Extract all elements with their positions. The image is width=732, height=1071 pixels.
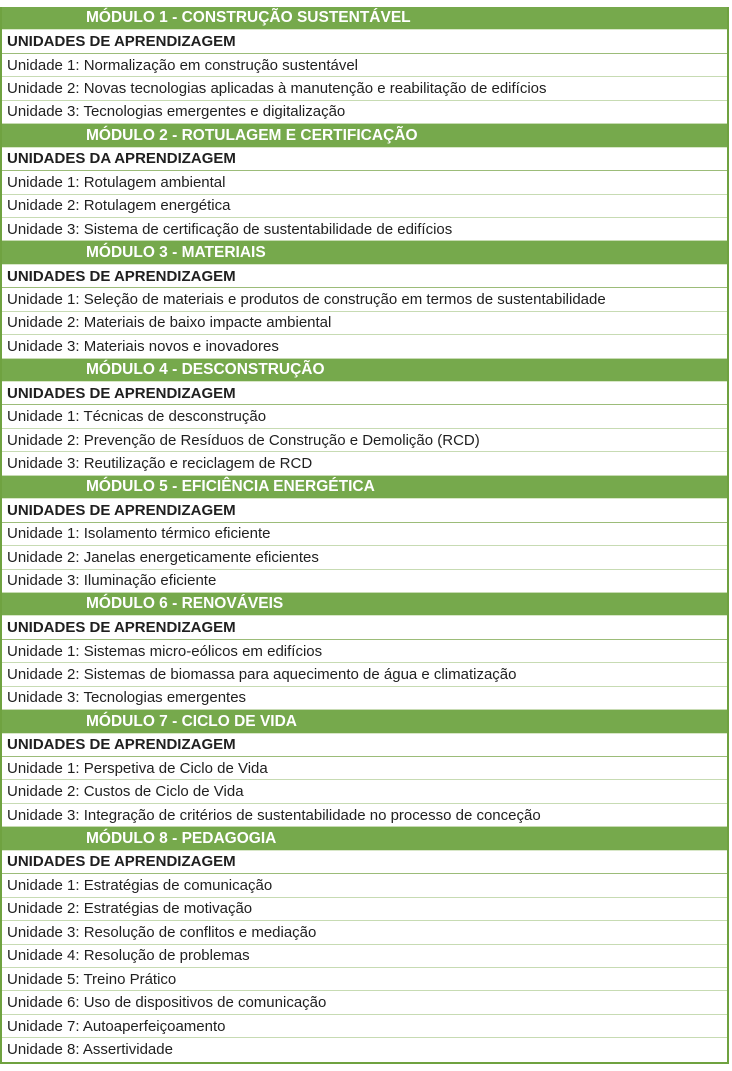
module-subheader: UNIDADES DE APRENDIZAGEM: [7, 853, 236, 871]
unit-label: Unidade 2: Custos de Ciclo de Vida: [7, 783, 244, 801]
unit-row: [2, 288, 727, 311]
unit-label: Unidade 3: Materiais novos e inovadores: [7, 337, 279, 355]
unit-row: [2, 780, 727, 803]
unit-label: Unidade 3: Tecnologias emergentes: [7, 689, 247, 707]
unit-row: [2, 945, 727, 968]
unit-row: [2, 757, 727, 780]
unit-label: Unidade 3: Sistema de certificação de sustentabilidade de edifícios: [7, 220, 453, 238]
module-section: [2, 359, 727, 476]
module-section: [2, 593, 727, 710]
unit-label: Unidade 3: Iluminação eficiente: [7, 572, 217, 590]
module-title-row: [2, 710, 727, 733]
unit-row: [2, 898, 727, 921]
unit-label: Unidade 1: Sistemas micro-eólicos em edifícios: [7, 642, 323, 660]
unit-label: Unidade 4: Resolução de problemas: [7, 947, 250, 965]
unit-label: Unidade 2: Rotulagem energética: [7, 197, 231, 215]
module-title-row: [2, 7, 727, 30]
module-title: MÓDULO 5 - EFICIÊNCIA ENERGÉTICA: [86, 478, 375, 496]
module-subheader-row: [2, 265, 727, 288]
unit-row: [2, 335, 727, 358]
module-subheader: UNIDADES DE APRENDIZAGEM: [7, 736, 236, 754]
module-section: [2, 476, 727, 593]
unit-label: Unidade 5: Treino Prático: [7, 970, 177, 988]
module-title: MÓDULO 4 - DESCONSTRUÇÃO: [86, 361, 325, 379]
module-title-row: [2, 827, 727, 850]
module-title: MÓDULO 1 - CONSTRUÇÃO SUSTENTÁVEL: [86, 9, 411, 27]
unit-label: Unidade 1: Seleção de materiais e produtos de construção em termos de sustentabilidade: [7, 290, 606, 308]
module-title-row: [2, 241, 727, 264]
unit-label: Unidade 3: Resolução de conflitos e mediação: [7, 923, 317, 941]
module-title: MÓDULO 8 - PEDAGOGIA: [86, 829, 277, 847]
unit-label: Unidade 2: Janelas energeticamente eficientes: [7, 548, 319, 566]
module-subheader-row: [2, 148, 727, 171]
unit-label: Unidade 6: Uso de dispositivos de comunicação: [7, 994, 327, 1012]
module-subheader: UNIDADES DE APRENDIZAGEM: [7, 267, 236, 285]
unit-row: [2, 663, 727, 686]
module-section: [2, 241, 727, 358]
unit-label: Unidade 3: Integração de critérios de sustentabilidade no processo de conceção: [7, 806, 541, 824]
unit-label: Unidade 2: Prevenção de Resíduos de Construção e Demolição (RCD): [7, 431, 480, 449]
module-title-row: [2, 476, 727, 499]
unit-row: [2, 452, 727, 475]
unit-row: [2, 804, 727, 827]
unit-row: [2, 640, 727, 663]
module-section: [2, 124, 727, 241]
module-title: MÓDULO 7 - CICLO DE VIDA: [86, 712, 297, 730]
module-title: MÓDULO 6 - RENOVÁVEIS: [86, 595, 284, 613]
unit-row: [2, 1015, 727, 1038]
unit-row: [2, 991, 727, 1014]
unit-label: Unidade 8: Assertividade: [7, 1041, 173, 1059]
module-title: MÓDULO 3 - MATERIAIS: [86, 243, 266, 261]
module-subheader: UNIDADES DE APRENDIZAGEM: [7, 384, 236, 402]
module-title: MÓDULO 2 - ROTULAGEM E CERTIFICAÇÃO: [86, 126, 418, 144]
unit-label: Unidade 1: Perspetiva de Ciclo de Vida: [7, 759, 268, 777]
unit-row: [2, 1038, 727, 1061]
unit-row: [2, 570, 727, 593]
module-section: [2, 827, 727, 1061]
unit-row: [2, 874, 727, 897]
unit-label: Unidade 3: Reutilização e reciclagem de RCD: [7, 455, 313, 473]
module-subheader-row: [2, 499, 727, 522]
module-subheader: UNIDADES DE APRENDIZAGEM: [7, 619, 236, 637]
module-subheader: UNIDADES DE APRENDIZAGEM: [7, 33, 236, 51]
unit-row: [2, 171, 727, 194]
module-subheader-row: [2, 382, 727, 405]
module-title-row: [2, 124, 727, 147]
unit-row: [2, 523, 727, 546]
unit-row: [2, 195, 727, 218]
unit-row: [2, 687, 727, 710]
unit-label: Unidade 1: Estratégias de comunicação: [7, 876, 273, 894]
module-subheader-row: [2, 851, 727, 874]
unit-label: Unidade 3: Tecnologias emergentes e digitalização: [7, 103, 346, 121]
unit-label: Unidade 2: Materiais de baixo impacte ambiental: [7, 314, 332, 332]
module-subheader: UNIDADES DA APRENDIZAGEM: [7, 150, 236, 168]
module-subheader-row: [2, 734, 727, 757]
unit-row: [2, 921, 727, 944]
unit-label: Unidade 1: Isolamento térmico eficiente: [7, 525, 271, 543]
module-section: [2, 710, 727, 827]
unit-row: [2, 218, 727, 241]
unit-label: Unidade 2: Sistemas de biomassa para aquecimento de água e climatização: [7, 665, 517, 683]
unit-label: Unidade 1: Normalização em construção sustentável: [7, 56, 359, 74]
unit-label: Unidade 1: Técnicas de desconstrução: [7, 408, 267, 426]
module-subheader-row: [2, 30, 727, 53]
modules-table: [0, 7, 729, 1064]
module-title-row: [2, 359, 727, 382]
unit-row: [2, 101, 727, 124]
module-subheader: UNIDADES DE APRENDIZAGEM: [7, 501, 236, 519]
unit-row: [2, 312, 727, 335]
unit-row: [2, 54, 727, 77]
unit-row: [2, 77, 727, 100]
unit-row: [2, 405, 727, 428]
unit-row: [2, 968, 727, 991]
unit-row: [2, 546, 727, 569]
unit-label: Unidade 7: Autoaperfeiçoamento: [7, 1017, 226, 1035]
unit-label: Unidade 1: Rotulagem ambiental: [7, 173, 226, 191]
unit-label: Unidade 2: Novas tecnologias aplicadas à manutenção e reabilitação de edifícios: [7, 80, 547, 98]
module-subheader-row: [2, 616, 727, 639]
module-section: [2, 7, 727, 124]
unit-row: [2, 429, 727, 452]
unit-label: Unidade 2: Estratégias de motivação: [7, 900, 253, 918]
module-title-row: [2, 593, 727, 616]
